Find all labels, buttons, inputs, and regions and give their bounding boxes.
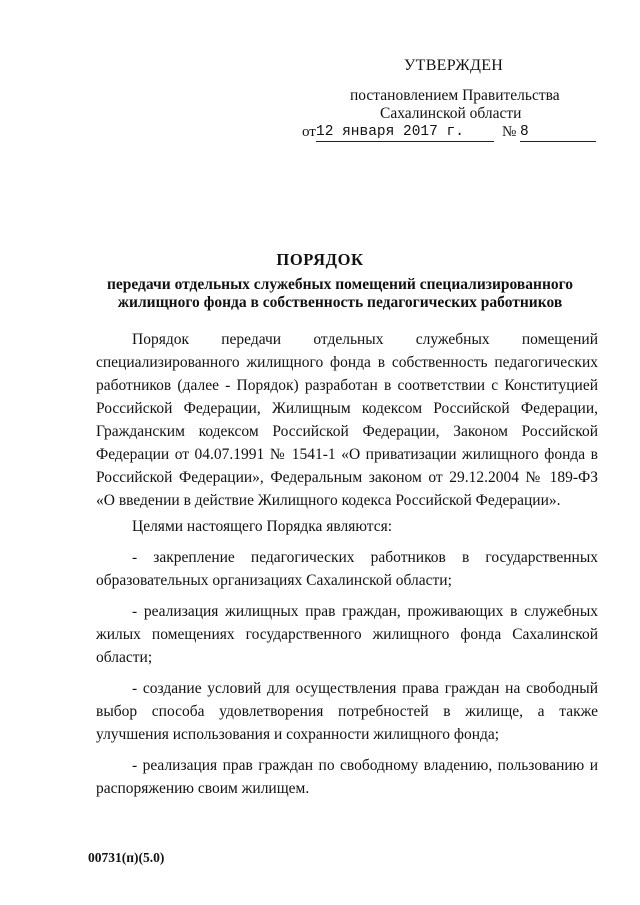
footer-document-code: 00731(п)(5.0) (88, 850, 165, 865)
paragraph-goals-heading: Целями настоящего Порядка являются: (132, 518, 393, 535)
date-prefix: от (302, 124, 316, 140)
list-item-goal: - закрепление педагогических работников в государственных образовательных организациях Сахалинской области; (96, 549, 598, 589)
list-item-goal: - создание условий для осуществления права граждан на свободный выбор способа удовлетворения потребностей в жилище, а также улучшения использования и сохранности жилищного фонда; (96, 680, 598, 743)
document-title: ПОРЯДОК (276, 250, 364, 269)
document-body (96, 328, 598, 800)
approval-authority-line1: постановлением Правительства (350, 87, 560, 104)
approval-number: 8 (520, 124, 596, 142)
approved-heading: УТВЕРЖДЕН (404, 57, 504, 74)
paragraph-intro: Порядок передачи отдельных служебных помещений специализированного жилищного фонда в собственность педагогических работников (далее - Порядок) разработан в соответствии с Конституцией Российской Федерации, Жилищным кодексом Российской Федерации, Гражданским кодексом Российской Федерации, Законом Российской Федерации от 04.07.1991 № 1541-1 «О приватизации жилищного фонда в Российской Федерации», Федеральным законом от 29.12.2004 № 189-ФЗ «О введении в действие Жилищного кодекса Российской Федерации». (96, 331, 598, 509)
approval-date-row (302, 122, 602, 144)
list-item-goal: - реализация прав граждан по свободному владению, пользованию и распоряжению своим жилищем. (96, 757, 598, 797)
approval-date: 12 января 2017 г. (316, 124, 494, 142)
document-subtitle: передачи отдельных служебных помещений специализированного жилищного фонда в собственность педагогических работников (106, 276, 574, 311)
approval-authority-line2: Сахалинской области (380, 105, 522, 122)
list-item-goal: - реализация жилищных прав граждан, проживающих в служебных жилых помещениях государственного жилищного фонда Сахалинской области; (96, 603, 598, 666)
number-sign: № (502, 124, 517, 140)
